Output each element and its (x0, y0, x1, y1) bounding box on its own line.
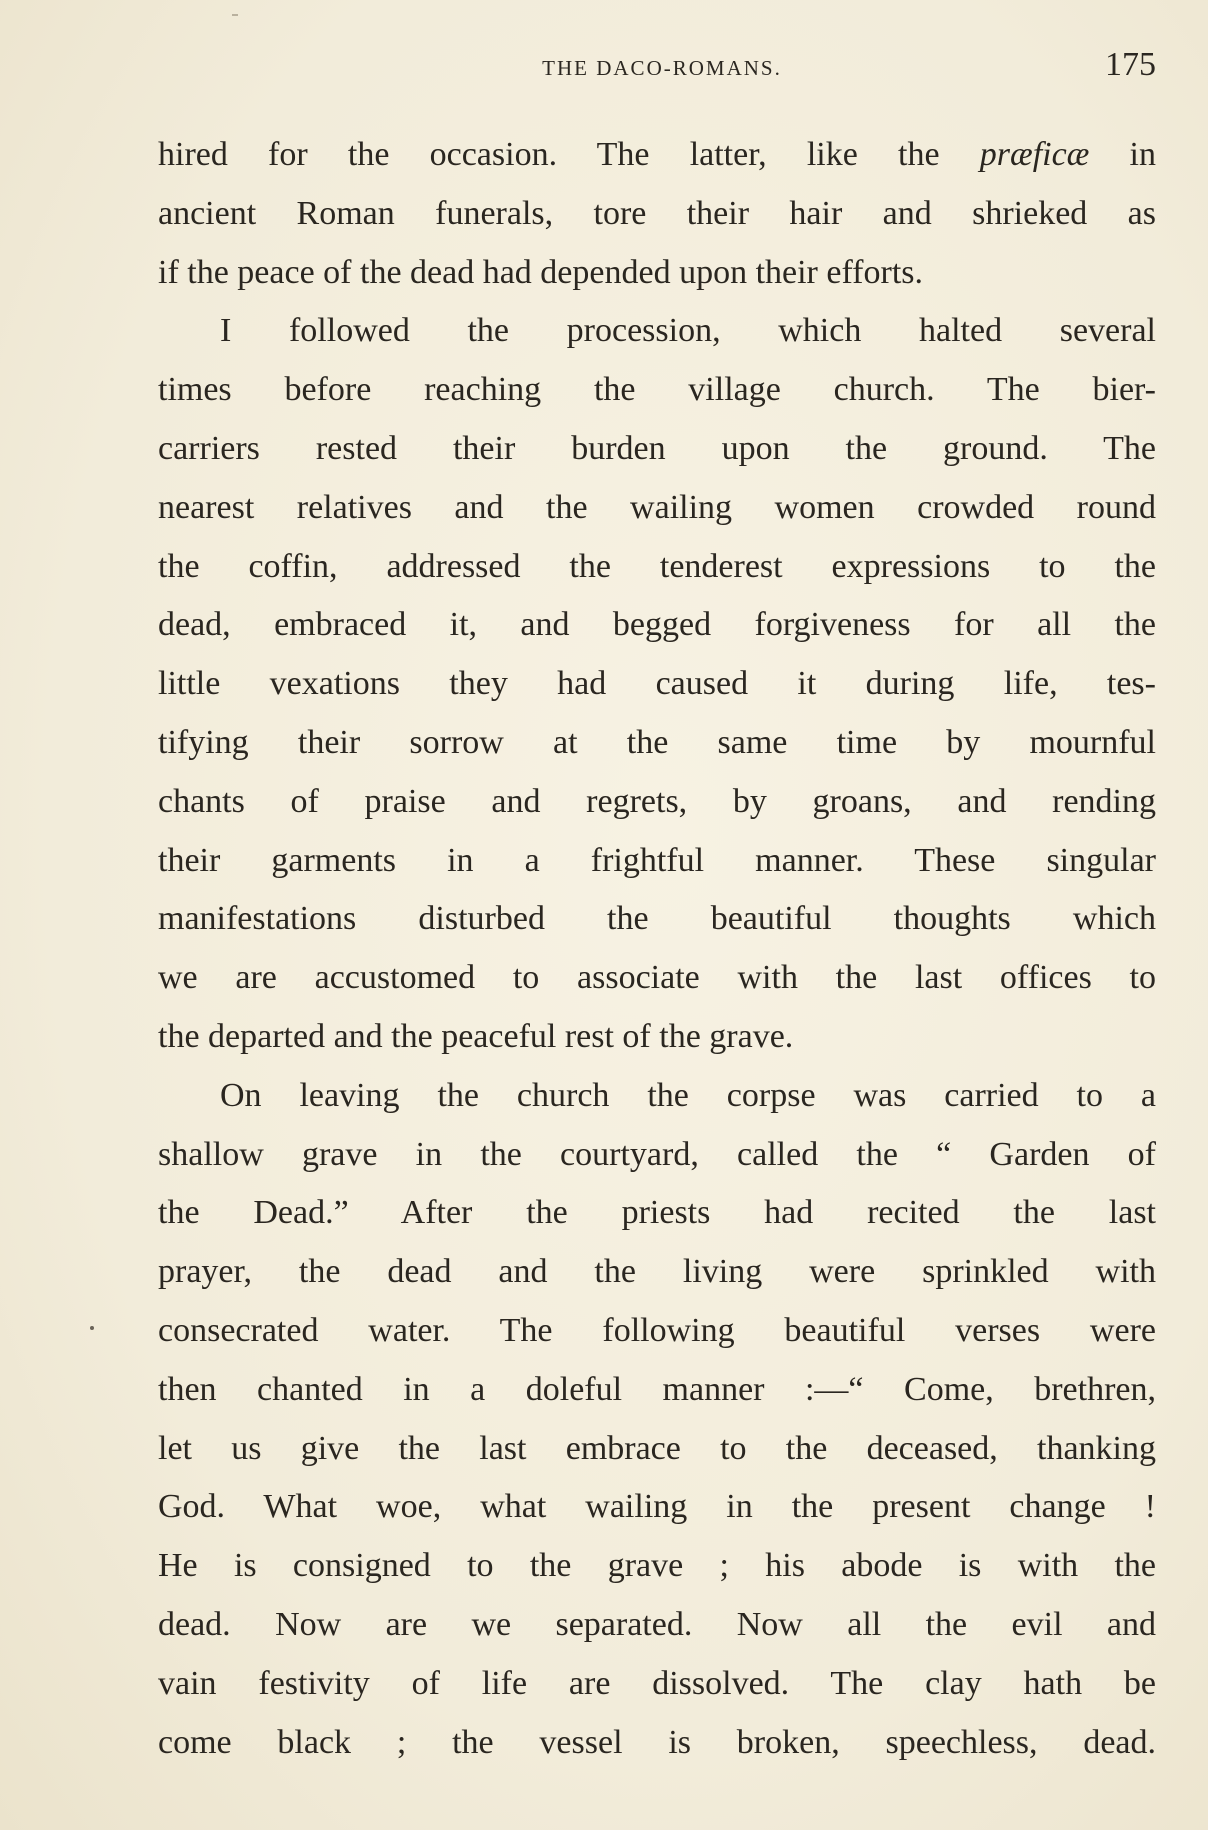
text-line: their garments in a frightful manner. These singular (158, 841, 1156, 879)
text-line: carriers rested their burden upon the ground. The (158, 429, 1156, 467)
text-line: chants of praise and regrets, by groans, and rending (158, 782, 1156, 820)
text-line: the departed and the peaceful rest of the grave. (158, 1017, 794, 1055)
body-text (158, 126, 1156, 1772)
text-line: vain festivity of life are dissolved. The clay hath be (158, 1664, 1156, 1702)
text-line: the Dead.” After the priests had recited the last (158, 1194, 1156, 1232)
text-line: times before reaching the village church. The bier- (158, 371, 1156, 409)
text-line: tifying their sorrow at the same time by mournful (158, 723, 1156, 761)
text-line: the coffin, addressed the tenderest expressions to the (158, 547, 1156, 585)
latin-term: præficæ (979, 136, 1090, 173)
text-line: God. What woe, what wailing in the present change ! (158, 1488, 1156, 1526)
text-line: if the peace of the dead had depended upon their efforts. (158, 253, 923, 291)
paragraph-start-line: On leaving the church the corpse was carried to a (220, 1076, 1156, 1114)
text-line: He is consigned to the grave ; his abode is with the (158, 1547, 1156, 1585)
text-line: shallow grave in the courtyard, called the “ Garden of (158, 1135, 1156, 1173)
margin-mark (90, 1326, 94, 1330)
running-head: THE DACO-ROMANS. (542, 56, 782, 80)
text-line: consecrated water. The following beautiful verses were (158, 1311, 1156, 1349)
paragraph-start-line: I followed the procession, which halted several (220, 312, 1156, 350)
text-line: little vexations they had caused it during life, tes- (158, 665, 1156, 703)
text-line: prayer, the dead and the living were sprinkled with (158, 1253, 1156, 1291)
text-line: hired for the occasion. The latter, like the præficæ in (158, 136, 1156, 173)
text-line: ancient Roman funerals, tore their hair and shrieked as (158, 194, 1156, 232)
text-line: dead, embraced it, and begged forgiveness for all the (158, 606, 1156, 644)
text-line: come black ; the vessel is broken, speechless, dead. (158, 1723, 1156, 1761)
text-line: dead. Now are we separated. Now all the evil and (158, 1605, 1156, 1643)
print-blemish (232, 14, 238, 16)
text-line: we are accustomed to associate with the last offices to (158, 959, 1156, 997)
page-header (158, 40, 1156, 90)
text-line: then chanted in a doleful manner :—“ Come, brethren, (158, 1370, 1156, 1408)
text-line: manifestations disturbed the beautiful thoughts which (158, 900, 1156, 938)
text-line: let us give the last embrace to the deceased, thanking (158, 1429, 1156, 1467)
page-number: 175 (1105, 46, 1156, 83)
text-line: nearest relatives and the wailing women crowded round (158, 488, 1156, 526)
